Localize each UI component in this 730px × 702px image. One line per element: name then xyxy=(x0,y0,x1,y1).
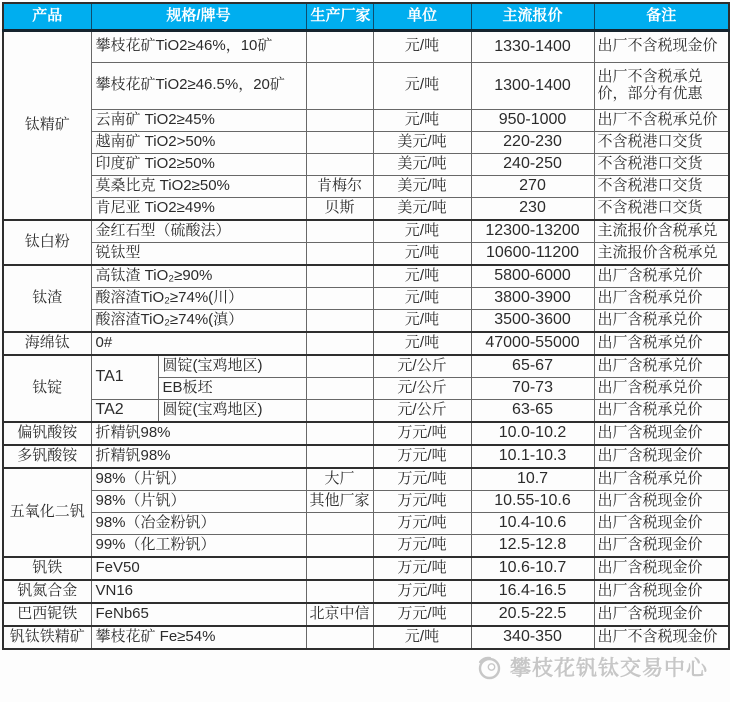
note-cell: 出厂含税承兑价 xyxy=(594,399,729,422)
table-row xyxy=(3,534,729,557)
price-cell: 10.4-10.6 xyxy=(471,512,594,534)
note-cell: 出厂含税承兑价 xyxy=(594,468,729,491)
manufacturer-cell xyxy=(306,445,373,468)
spec-cell: 99%（化工粉钒） xyxy=(91,534,306,557)
price-cell: 10.55-10.6 xyxy=(471,490,594,512)
spec-cell: 折精钒98% xyxy=(91,422,306,445)
unit-cell: 万元/吨 xyxy=(373,445,471,468)
table-row xyxy=(3,490,729,512)
unit-cell: 万元/吨 xyxy=(373,422,471,445)
manufacturer-cell: 北京中信 xyxy=(306,603,373,626)
note-cell: 不含税港口交货 xyxy=(594,153,729,175)
footer-brand xyxy=(476,652,708,682)
note-cell: 出厂含税现金价 xyxy=(594,422,729,445)
table-row xyxy=(3,603,729,626)
note-cell: 不含税港口交货 xyxy=(594,175,729,197)
manufacturer-cell xyxy=(306,109,373,131)
col-header-price: 主流报价 xyxy=(471,3,594,30)
unit-cell: 元/吨 xyxy=(373,30,471,62)
unit-cell: 万元/吨 xyxy=(373,580,471,603)
unit-cell: 万元/吨 xyxy=(373,468,471,491)
price-cell: 12.5-12.8 xyxy=(471,534,594,557)
spec-cell: 98%（片钒） xyxy=(91,490,306,512)
note-cell: 出厂含税现金价 xyxy=(594,580,729,603)
table-row xyxy=(3,355,729,378)
manufacturer-cell xyxy=(306,580,373,603)
note-cell: 不含税港口交货 xyxy=(594,197,729,220)
product-cell: 钒氮合金 xyxy=(3,580,91,603)
price-cell: 10.1-10.3 xyxy=(471,445,594,468)
col-header-manufacturer: 生产厂家 xyxy=(306,3,373,30)
spec-cell: 酸溶渣TiO₂≥74%(川） xyxy=(91,287,306,309)
col-header-note: 备注 xyxy=(594,3,729,30)
product-cell: 钛渣 xyxy=(3,265,91,332)
manufacturer-cell: 大厂 xyxy=(306,468,373,491)
price-cell: 340-350 xyxy=(471,626,594,649)
product-cell: 巴西铌铁 xyxy=(3,603,91,626)
manufacturer-cell xyxy=(306,220,373,243)
price-cell: 1330-1400 xyxy=(471,30,594,62)
price-cell: 16.4-16.5 xyxy=(471,580,594,603)
manufacturer-cell xyxy=(306,332,373,355)
price-cell: 10.6-10.7 xyxy=(471,557,594,580)
product-cell: 五氧化二钒 xyxy=(3,468,91,557)
unit-cell: 万元/吨 xyxy=(373,603,471,626)
note-cell: 不含税港口交货 xyxy=(594,131,729,153)
price-table xyxy=(2,2,730,650)
manufacturer-cell: 其他厂家 xyxy=(306,490,373,512)
spec-cell: 锐钛型 xyxy=(91,242,306,265)
table-row xyxy=(3,265,729,288)
table-row xyxy=(3,580,729,603)
table-row xyxy=(3,242,729,265)
price-cell: 65-67 xyxy=(471,355,594,378)
spec-cell: 金红石型（硫酸法） xyxy=(91,220,306,243)
table-row xyxy=(3,197,729,220)
table-row xyxy=(3,153,729,175)
table-row xyxy=(3,557,729,580)
manufacturer-cell: 贝斯 xyxy=(306,197,373,220)
note-cell: 出厂含税承兑价 xyxy=(594,332,729,355)
note-cell: 出厂含税承兑价 xyxy=(594,265,729,288)
price-cell: 12300-13200 xyxy=(471,220,594,243)
note-cell: 出厂含税承兑价 xyxy=(594,287,729,309)
price-cell: 220-230 xyxy=(471,131,594,153)
table-row xyxy=(3,445,729,468)
manufacturer-cell xyxy=(306,377,373,399)
price-cell: 10.0-10.2 xyxy=(471,422,594,445)
product-cell: 钛白粉 xyxy=(3,220,91,265)
table-row xyxy=(3,220,729,243)
spec-cell: VN16 xyxy=(91,580,306,603)
note-cell: 出厂不含税承兑价，部分有优惠 xyxy=(594,62,729,109)
spec-cell: 云南矿 TiO2≥45% xyxy=(91,109,306,131)
price-cell: 240-250 xyxy=(471,153,594,175)
unit-cell: 万元/吨 xyxy=(373,512,471,534)
product-cell: 钛锭 xyxy=(3,355,91,422)
table-row xyxy=(3,287,729,309)
table-row xyxy=(3,30,729,62)
price-cell: 10600-11200 xyxy=(471,242,594,265)
manufacturer-cell xyxy=(306,355,373,378)
unit-cell: 元/吨 xyxy=(373,220,471,243)
spec-cell: 圆锭(宝鸡地区) xyxy=(158,355,306,378)
manufacturer-cell xyxy=(306,557,373,580)
note-cell: 主流报价含税承兑 xyxy=(594,220,729,243)
manufacturer-cell xyxy=(306,153,373,175)
manufacturer-cell xyxy=(306,287,373,309)
price-cell: 47000-55000 xyxy=(471,332,594,355)
price-cell: 5800-6000 xyxy=(471,265,594,288)
spec-cell: FeV50 xyxy=(91,557,306,580)
unit-cell: 元/吨 xyxy=(373,109,471,131)
manufacturer-cell xyxy=(306,399,373,422)
note-cell: 出厂含税承兑价 xyxy=(594,355,729,378)
manufacturer-cell: 肯梅尔 xyxy=(306,175,373,197)
price-cell: 950-1000 xyxy=(471,109,594,131)
table-row xyxy=(3,175,729,197)
spec-cell: EB板坯 xyxy=(158,377,306,399)
unit-cell: 元/吨 xyxy=(373,242,471,265)
manufacturer-cell xyxy=(306,422,373,445)
price-cell: 63-65 xyxy=(471,399,594,422)
manufacturer-cell xyxy=(306,265,373,288)
brand-name: 攀枝花钒钛交易中心 xyxy=(510,657,708,680)
table-row xyxy=(3,512,729,534)
product-cell: 钒铁 xyxy=(3,557,91,580)
spec-cell: 折精钒98% xyxy=(91,445,306,468)
spec-cell: 0# xyxy=(91,332,306,355)
price-cell: 230 xyxy=(471,197,594,220)
unit-cell: 万元/吨 xyxy=(373,490,471,512)
table-row xyxy=(3,109,729,131)
unit-cell: 元/吨 xyxy=(373,265,471,288)
table-row xyxy=(3,626,729,649)
spec-cell: 印度矿 TiO2≥50% xyxy=(91,153,306,175)
spec-cell: FeNb65 xyxy=(91,603,306,626)
unit-cell: 元/公斤 xyxy=(373,377,471,399)
table-row xyxy=(3,332,729,355)
table-row xyxy=(3,399,729,422)
note-cell: 出厂含税现金价 xyxy=(594,557,729,580)
grade-cell: TA1 xyxy=(91,355,158,400)
spec-cell: 肯尼亚 TiO2≥49% xyxy=(91,197,306,220)
unit-cell: 元/吨 xyxy=(373,62,471,109)
price-cell: 20.5-22.5 xyxy=(471,603,594,626)
price-cell: 70-73 xyxy=(471,377,594,399)
unit-cell: 万元/吨 xyxy=(373,557,471,580)
note-cell: 出厂不含税承兑价 xyxy=(594,109,729,131)
manufacturer-cell xyxy=(306,62,373,109)
unit-cell: 元/吨 xyxy=(373,332,471,355)
manufacturer-cell xyxy=(306,131,373,153)
product-cell: 海绵钛 xyxy=(3,332,91,355)
manufacturer-cell xyxy=(306,309,373,332)
spec-cell: 攀枝花矿TiO2≥46.5%，20矿 xyxy=(91,62,306,109)
spec-cell: 越南矿 TiO2>50% xyxy=(91,131,306,153)
brand-logo-icon xyxy=(476,654,503,681)
product-cell: 钒钛铁精矿 xyxy=(3,626,91,649)
table-row xyxy=(3,309,729,332)
unit-cell: 万元/吨 xyxy=(373,534,471,557)
unit-cell: 美元/吨 xyxy=(373,175,471,197)
unit-cell: 元/公斤 xyxy=(373,355,471,378)
spec-cell: 酸溶渣TiO₂≥74%(滇） xyxy=(91,309,306,332)
table-row xyxy=(3,422,729,445)
note-cell: 出厂含税承兑价 xyxy=(594,309,729,332)
note-cell: 出厂含税承兑价 xyxy=(594,377,729,399)
note-cell: 出厂含税现金价 xyxy=(594,445,729,468)
unit-cell: 元/吨 xyxy=(373,626,471,649)
col-header-spec: 规格/牌号 xyxy=(91,3,306,30)
col-header-product: 产品 xyxy=(3,3,91,30)
manufacturer-cell xyxy=(306,626,373,649)
unit-cell: 元/公斤 xyxy=(373,399,471,422)
note-cell: 出厂含税现金价 xyxy=(594,512,729,534)
note-cell: 出厂不含税现金价 xyxy=(594,626,729,649)
manufacturer-cell xyxy=(306,30,373,62)
spec-cell: 攀枝花矿 Fe≥54% xyxy=(91,626,306,649)
manufacturer-cell xyxy=(306,242,373,265)
spec-cell: 莫桑比克 TiO2≥50% xyxy=(91,175,306,197)
price-cell: 270 xyxy=(471,175,594,197)
note-cell: 出厂含税现金价 xyxy=(594,534,729,557)
price-cell: 3800-3900 xyxy=(471,287,594,309)
table-row xyxy=(3,62,729,109)
product-cell: 钛精矿 xyxy=(3,30,91,220)
table-row xyxy=(3,468,729,491)
product-cell: 多钒酸铵 xyxy=(3,445,91,468)
spec-cell: 98%（冶金粉钒） xyxy=(91,512,306,534)
price-cell: 1300-1400 xyxy=(471,62,594,109)
unit-cell: 元/吨 xyxy=(373,309,471,332)
note-cell: 出厂含税现金价 xyxy=(594,603,729,626)
note-cell: 主流报价含税承兑 xyxy=(594,242,729,265)
note-cell: 出厂含税现金价 xyxy=(594,490,729,512)
spec-cell: 圆锭(宝鸡地区) xyxy=(158,399,306,422)
note-cell: 出厂不含税现金价 xyxy=(594,30,729,62)
spec-cell: 攀枝花矿TiO2≥46%，10矿 xyxy=(91,30,306,62)
unit-cell: 元/吨 xyxy=(373,287,471,309)
product-cell: 偏钒酸铵 xyxy=(3,422,91,445)
col-header-unit: 单位 xyxy=(373,3,471,30)
header-row xyxy=(3,3,729,30)
price-cell: 3500-3600 xyxy=(471,309,594,332)
price-cell: 10.7 xyxy=(471,468,594,491)
spec-cell: 98%（片钒） xyxy=(91,468,306,491)
manufacturer-cell xyxy=(306,512,373,534)
unit-cell: 美元/吨 xyxy=(373,197,471,220)
manufacturer-cell xyxy=(306,534,373,557)
unit-cell: 美元/吨 xyxy=(373,153,471,175)
table-row xyxy=(3,131,729,153)
spec-cell: 高钛渣 TiO₂≥90% xyxy=(91,265,306,288)
grade-cell: TA2 xyxy=(91,399,158,422)
unit-cell: 美元/吨 xyxy=(373,131,471,153)
